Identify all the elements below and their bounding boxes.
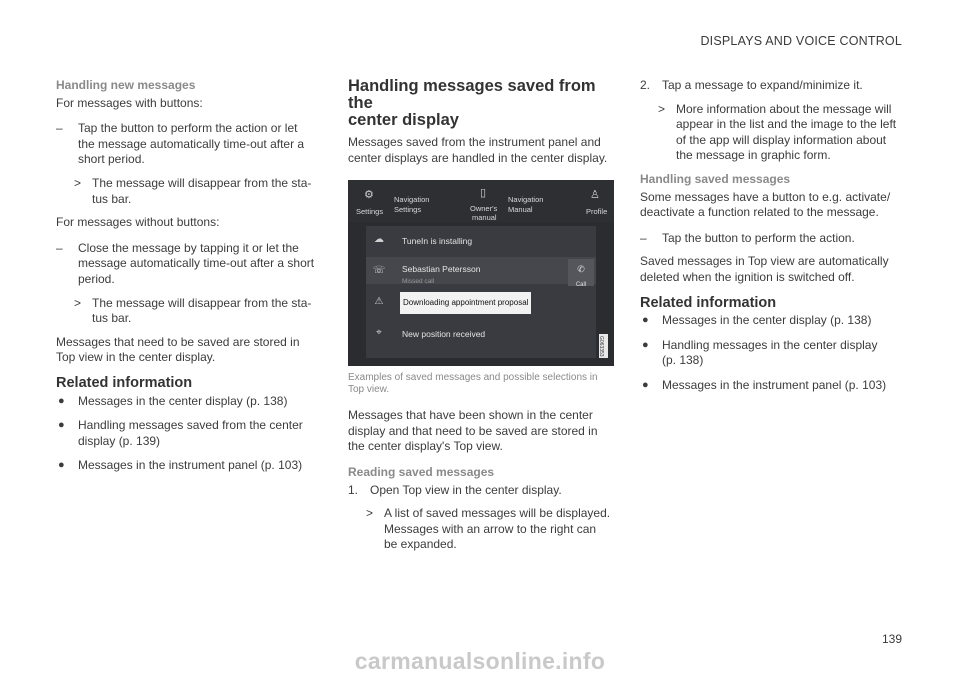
related-information-title: Related information: [56, 374, 193, 391]
bullet-marker: ●: [642, 314, 649, 327]
related-link-2[interactable]: ● Handling messages in the center display (p. 138): [642, 337, 878, 368]
watermark: carmanualsonline.info: [354, 648, 606, 674]
dash-marker: –: [56, 121, 63, 136]
deleted-note: Saved messages in Top view are automatically deleted when the ignition is switched off.: [640, 254, 889, 284]
button-paragraph: Some messages have a button to e.g. activate/ deactivate a function related to the message.: [640, 189, 891, 220]
column-left: [56, 78, 324, 483]
heading-handling-saved: Handling saved messages: [640, 171, 791, 186]
settings-icon: ⚙: [364, 189, 374, 202]
phone-icon: ✆: [577, 264, 585, 275]
position-icon: ⌖: [376, 327, 382, 339]
dash-marker: –: [56, 240, 63, 255]
step-1-open-top-view: 1. Open Top view in the center display.: [348, 482, 562, 497]
result-more-info: > More information about the message will appear in the list and the image to the left of the app will display information about the message in graphic form.: [658, 101, 897, 163]
warning-icon: ⚠: [374, 296, 384, 308]
step-number: 2.: [640, 78, 651, 92]
related-link-1[interactable]: ● Messages in the center display (p. 138): [58, 393, 288, 408]
related-link-1[interactable]: ● Messages in the center display (p. 138): [642, 313, 872, 328]
heading-handling-new-messages: Handling new messages: [56, 78, 196, 92]
result-marker: >: [658, 101, 666, 116]
bullet-marker: ●: [642, 378, 649, 391]
book-icon: ▯: [480, 187, 487, 200]
saved-note: Messages that need to be saved are stored in Top view in the center display.: [56, 334, 300, 365]
bullet-marker: ●: [58, 394, 65, 407]
step-tap-button: – Tap the button to perform the action or let the message automatically time-out after a short period.: [56, 121, 305, 167]
related-link-2[interactable]: ● Handling messages saved from the center display (p. 139): [58, 418, 303, 448]
tb-navigation-manual: Navigation Manual: [508, 195, 544, 215]
figure-code: G063353: [599, 334, 608, 358]
message-appointment[interactable]: ⚠ Downloading appointment proposal: [366, 288, 596, 315]
figure-caption: Examples of saved messages and possible selections in Top view.: [348, 372, 598, 396]
step-tap-action: – Tap the button to perform the action.: [640, 230, 855, 245]
tb-profile: ♙ Profile: [586, 189, 608, 217]
result-list-displayed: > A list of saved messages will be displayed. Messages with an arrow to the right can be expanded.: [366, 506, 611, 552]
call-button[interactable]: ✆ Call: [568, 259, 594, 286]
message-tunein[interactable]: ☁ TuneIn is installing: [374, 234, 473, 247]
profile-icon: ♙: [590, 189, 600, 202]
result-marker: >: [366, 506, 374, 521]
bullet-marker: ●: [58, 459, 65, 472]
saved-stored-paragraph: Messages that have been shown in the center display and that need to be saved are stored in the center display's Top view.: [348, 408, 598, 454]
center-display-figure: [348, 180, 614, 366]
cloud-download-icon: ☁: [374, 234, 384, 246]
column-right: [640, 78, 908, 403]
section-title: Handling messages saved from the center display: [348, 77, 596, 129]
tb-owners-manual: ▯ Owner's manual: [470, 187, 498, 223]
bullet-marker: ●: [642, 338, 649, 351]
message-missed-call[interactable]: ☏ Sebastian Petersson Missed call ✆ Call: [366, 257, 596, 284]
step-number: 1.: [348, 482, 359, 497]
without-buttons-intro: For messages without buttons:: [56, 215, 220, 230]
step-close-message: – Close the message by tapping it or let the message automatically time-out after a short period.: [56, 240, 315, 286]
with-buttons-intro: For messages with buttons:: [56, 95, 203, 110]
step-2-tap-message: 2. Tap a message to expand/minimize it.: [640, 78, 863, 92]
tb-settings: ⚙ Settings: [356, 189, 384, 217]
related-link-3[interactable]: ● Messages in the instrument panel (p. 103): [58, 458, 303, 473]
tb-navigation-settings: Navigation Settings: [394, 195, 430, 215]
related-link-3[interactable]: ● Messages in the instrument panel (p. 103): [642, 377, 887, 392]
result-disappear-2: > The message will disappear from the sta- tus bar.: [74, 295, 312, 326]
result-disappear-1: > The message will disappear from the sta- tus bar.: [74, 175, 312, 206]
heading-reading-saved: Reading saved messages: [348, 464, 495, 479]
saved-messages-list: [366, 226, 596, 358]
running-header: DISPLAYS AND VOICE CONTROL: [700, 34, 902, 48]
dash-marker: –: [640, 230, 647, 245]
related-information-title: Related information: [640, 294, 777, 311]
bullet-marker: ●: [58, 419, 65, 432]
section-lead: Messages saved from the instrument panel and center displays are handled in the center display.: [348, 135, 608, 165]
column-middle: [348, 78, 616, 561]
top-view-bar: [348, 180, 614, 222]
result-marker: >: [74, 175, 82, 190]
page-number: 139: [881, 632, 902, 646]
result-marker: >: [74, 295, 82, 310]
missed-call-icon: ☏: [372, 265, 386, 277]
message-position[interactable]: ⌖ New position received: [366, 319, 596, 346]
